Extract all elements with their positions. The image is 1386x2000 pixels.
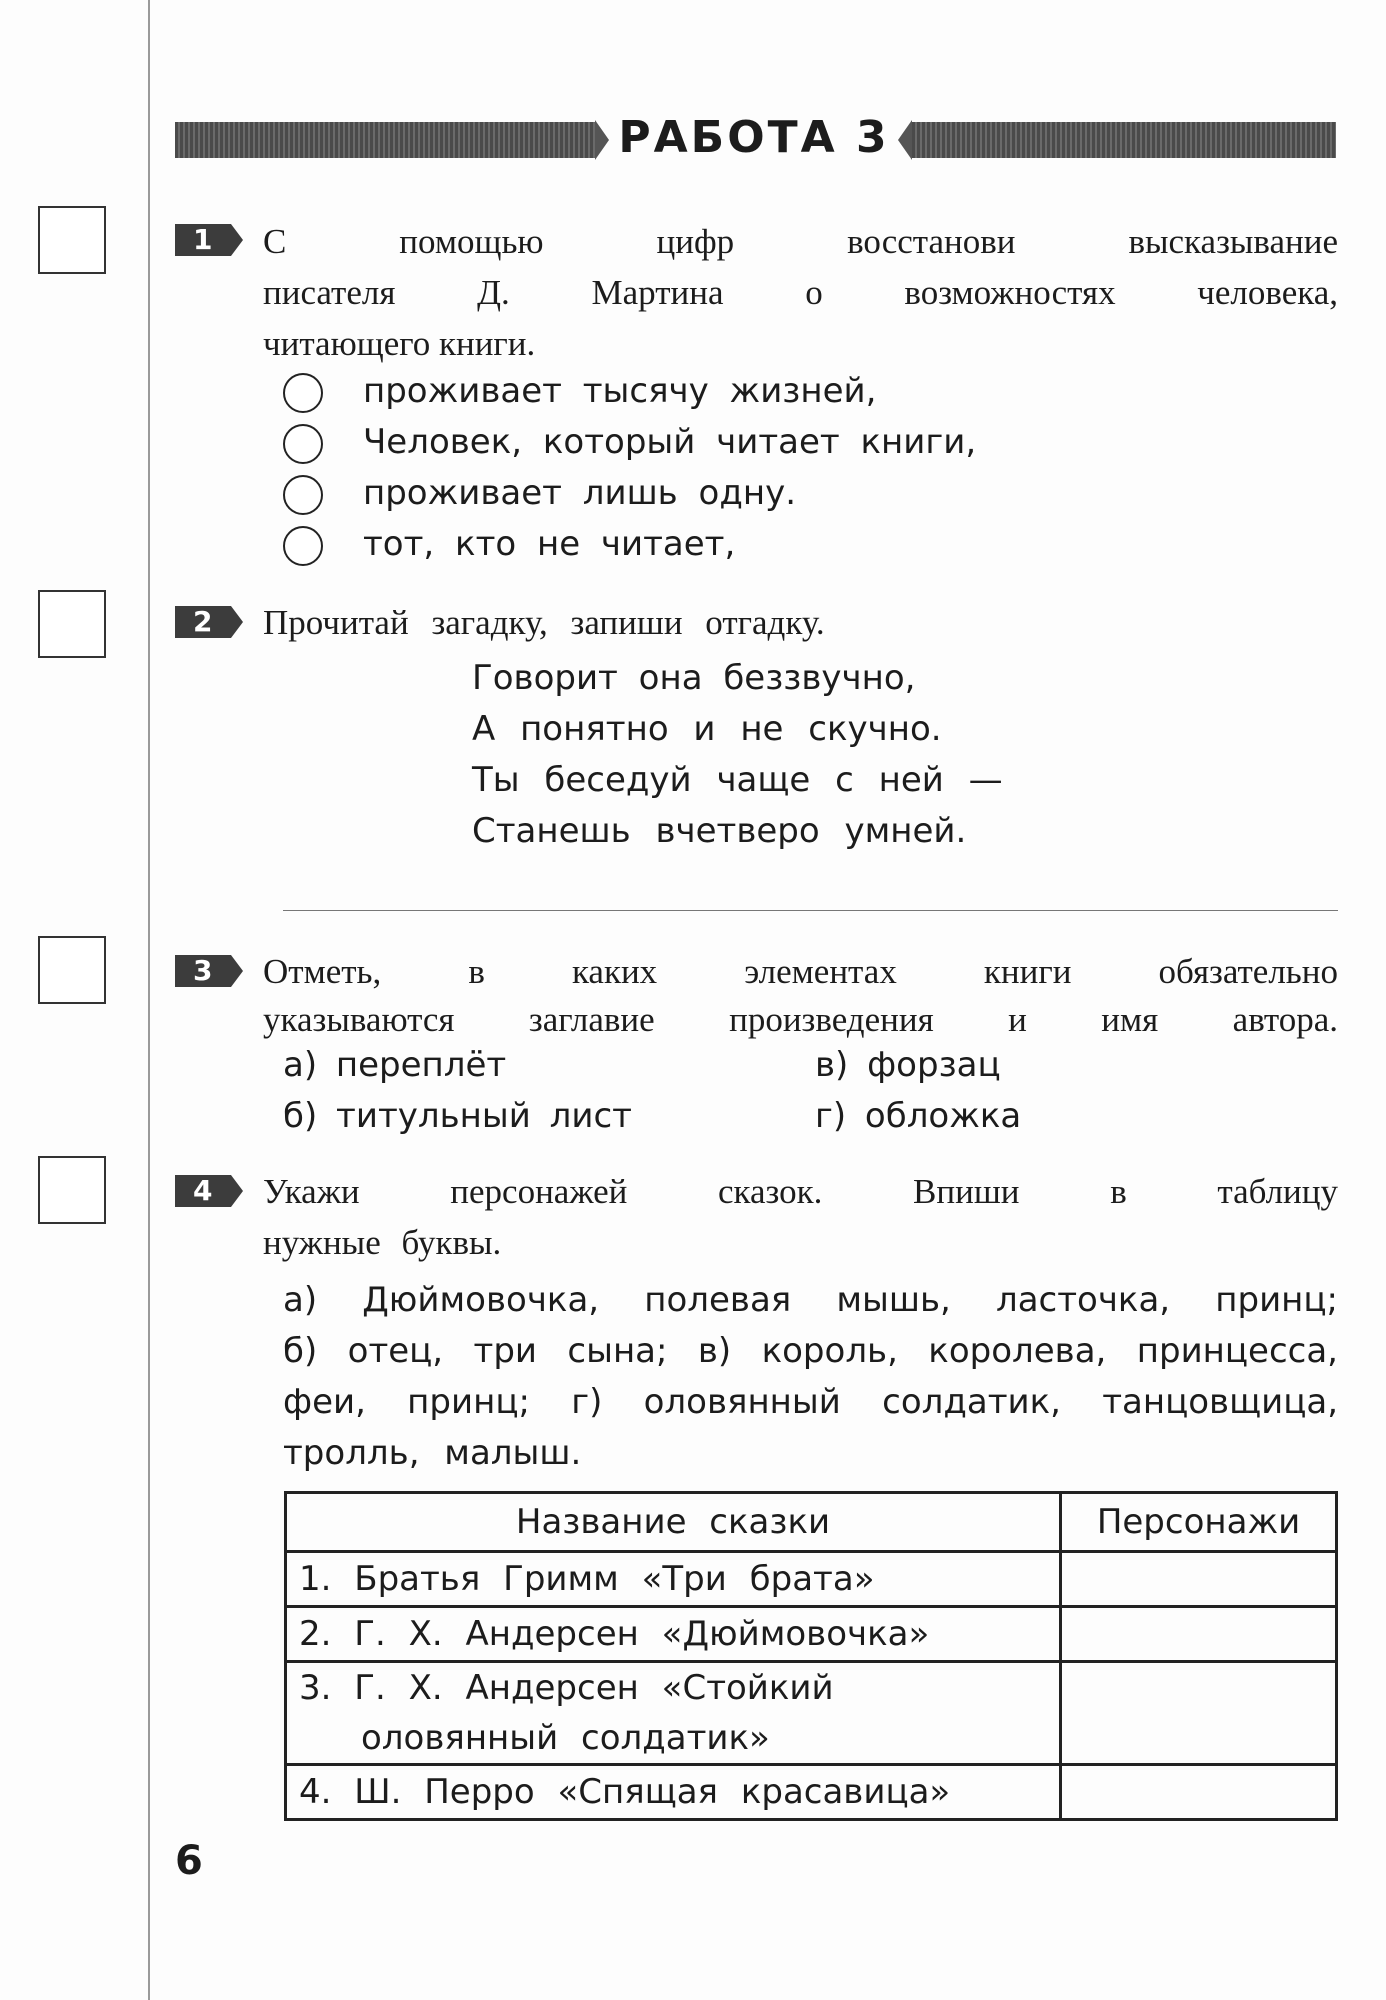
task-3-option-b[interactable]: б) титульный лист [283, 1096, 632, 1136]
task-3-option-a[interactable]: а) переплёт [283, 1045, 507, 1085]
task-3-line-2: указываются заглавие произведения и имя автора. [263, 1000, 1338, 1039]
order-circle-1[interactable] [283, 373, 323, 413]
task-1-option-1: проживает тысячу жизней, [363, 371, 877, 411]
task-1-option-4: тот, кто не читает, [363, 524, 736, 564]
header-characters: Персонажи [1061, 1493, 1337, 1552]
table-row [286, 1662, 1337, 1765]
title-bar-right [912, 122, 1336, 158]
characters-line-2: б) отец, три сына; в) король, королева, принцесса, [283, 1331, 1338, 1371]
characters-line-3: феи, принц; г) оловянный солдатик, танцовщица, [283, 1382, 1338, 1422]
table-row [286, 1607, 1337, 1662]
task-1-line-1: С помощью цифр восстанови высказывание [263, 222, 1338, 261]
order-circle-3[interactable] [283, 475, 323, 515]
title-bar-left [175, 122, 595, 158]
characters-line-1: а) Дюймовочка, полевая мышь, ласточка, принц; [283, 1280, 1338, 1320]
table-row [286, 1552, 1337, 1607]
page-title: РАБОТА 3 [618, 112, 890, 163]
tale-title-2: 2. Г. Х. Андерсен «Дюймовочка» [286, 1607, 1061, 1662]
margin-line [148, 0, 150, 2000]
header-tale-name: Название сказки [286, 1493, 1061, 1552]
title-chevron-left [898, 120, 912, 160]
score-box-task-2[interactable] [38, 590, 106, 658]
tale-title-3-line-2: оловянный солдатик» [361, 1718, 770, 1758]
score-box-task-3[interactable] [38, 936, 106, 1004]
task-2-text: Прочитай загадку, запиши отгадку. [263, 603, 825, 642]
page-number: 6 [175, 1838, 203, 1884]
riddle-line-1: Говорит она беззвучно, [472, 658, 916, 698]
task-3-option-g[interactable]: г) обложка [815, 1096, 1022, 1136]
answer-line[interactable] [283, 910, 1338, 911]
task-4-number: 4 [175, 1175, 231, 1207]
tale-title-3 [286, 1662, 1061, 1765]
tales-table [284, 1491, 1338, 1821]
tale-title-3-line-1: 3. Г. Х. Андерсен «Стойкий [299, 1668, 834, 1708]
tale-title-1: 1. Братья Гримм «Три брата» [286, 1552, 1061, 1607]
score-box-task-4[interactable] [38, 1156, 106, 1224]
characters-line-4: тролль, малыш. [283, 1433, 582, 1473]
characters-cell-1[interactable] [1061, 1552, 1337, 1607]
task-3-line-1: Отметь, в каких элементах книги обязательно [263, 952, 1338, 991]
score-box-task-1[interactable] [38, 206, 106, 274]
task-1-line-3: читающего книги. [263, 324, 536, 363]
task-1-option-3: проживает лишь одну. [363, 473, 796, 513]
task-3-number: 3 [175, 955, 231, 987]
riddle-line-2: А понятно и не скучно. [472, 709, 942, 749]
title-chevron-right [595, 120, 609, 160]
task-1-option-2: Человек, который читает книги, [363, 422, 977, 462]
characters-cell-2[interactable] [1061, 1607, 1337, 1662]
task-1-line-2: писателя Д. Мартина о возможностях человека, [263, 273, 1338, 312]
task-1-number: 1 [175, 224, 231, 256]
order-circle-4[interactable] [283, 526, 323, 566]
task-4-line-1: Укажи персонажей сказок. Впиши в таблицу [263, 1172, 1338, 1211]
table-row [286, 1765, 1337, 1820]
characters-cell-4[interactable] [1061, 1765, 1337, 1820]
characters-cell-3[interactable] [1061, 1662, 1337, 1765]
table-header-row [286, 1493, 1337, 1552]
tale-title-4: 4. Ш. Перро «Спящая красавица» [286, 1765, 1061, 1820]
riddle-line-3: Ты беседуй чаще с ней — [472, 760, 1003, 800]
order-circle-2[interactable] [283, 424, 323, 464]
task-3-option-v[interactable]: в) форзац [815, 1045, 1001, 1085]
task-4-line-2: нужные буквы. [263, 1223, 502, 1262]
riddle-line-4: Станешь вчетверо умней. [472, 811, 967, 851]
task-2-number: 2 [175, 606, 231, 638]
